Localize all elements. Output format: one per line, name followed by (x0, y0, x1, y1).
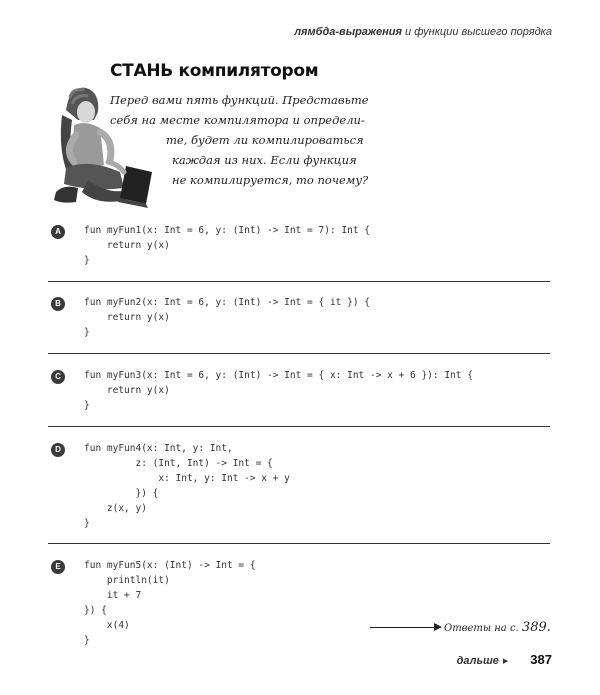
code-line: } (84, 518, 90, 529)
code-line: }) { (84, 488, 159, 499)
code-block-a (84, 223, 370, 268)
page-number: 387 (530, 652, 552, 667)
code-block-c (84, 368, 473, 413)
problem-label-b: B (51, 297, 65, 311)
code-line: println(it) (84, 575, 170, 586)
code-line: fun myFun5(x: (Int) -> Int = { (84, 560, 256, 571)
code-line: z(x, y) (84, 503, 147, 514)
exercise-text-line: каждая из них. Если функция (172, 153, 357, 167)
code-line: } (84, 400, 90, 411)
exercise-intro (48, 55, 369, 215)
problem-label-c: C (51, 370, 65, 384)
code-block-d (84, 441, 290, 531)
arrow-head-icon (434, 623, 442, 631)
running-header-topic: лямбда-выражения (294, 26, 402, 38)
code-line: x(4) (84, 620, 130, 631)
answer-reference-label: Ответы на с. (444, 623, 522, 634)
running-header-rest: и функции высшего порядка (402, 26, 552, 38)
code-line: x: Int, y: Int -> x + y (84, 473, 290, 484)
problem-label-e: E (51, 560, 65, 574)
running-header (294, 26, 552, 38)
divider (48, 426, 550, 427)
code-block-b (84, 295, 370, 340)
code-line: } (84, 635, 90, 646)
triangle-right-icon: ▶ (502, 658, 509, 665)
code-line: return y(x) (84, 240, 170, 251)
code-line: fun myFun4(x: Int, y: Int, (84, 443, 233, 454)
code-line: fun myFun1(x: Int = 6, y: (Int) -> Int = 7): Int { (84, 225, 370, 236)
code-line: return y(x) (84, 312, 170, 323)
code-line: } (84, 327, 90, 338)
answer-reference-text (444, 620, 551, 635)
page-footer (457, 652, 552, 667)
exercise-title: СТАНЬ компилятором (110, 61, 319, 81)
next-page-link[interactable]: дальше (456, 655, 499, 667)
answer-page-number: 389. (521, 620, 551, 635)
divider (48, 543, 550, 544)
code-line: z: (Int, Int) -> Int = { (84, 458, 273, 469)
code-line: return y(x) (84, 385, 170, 396)
code-line: fun myFun2(x: Int = 6, y: (Int) -> Int = { it }) { (84, 297, 370, 308)
exercise-text-line: Перед вами пять функций. Представьте (110, 93, 369, 107)
code-block-e (84, 558, 256, 648)
code-line: }) { (84, 605, 107, 616)
arrow-right-icon (370, 627, 436, 628)
exercise-text-line: себя на месте компилятора и определи- (110, 113, 365, 127)
code-line: fun myFun3(x: Int = 6, y: (Int) -> Int = { x: Int -> x + 6 }): Int { (84, 370, 473, 381)
code-line: } (84, 255, 90, 266)
divider (48, 353, 550, 354)
exercise-text-line: не компилируется, то почему? (172, 173, 369, 187)
divider (48, 281, 550, 282)
problem-label-d: D (51, 443, 65, 457)
code-line: it + 7 (84, 590, 142, 601)
problem-label-a: A (51, 225, 65, 239)
answer-reference (370, 617, 550, 637)
exercise-text-line: те, будет ли компилироваться (166, 133, 364, 147)
